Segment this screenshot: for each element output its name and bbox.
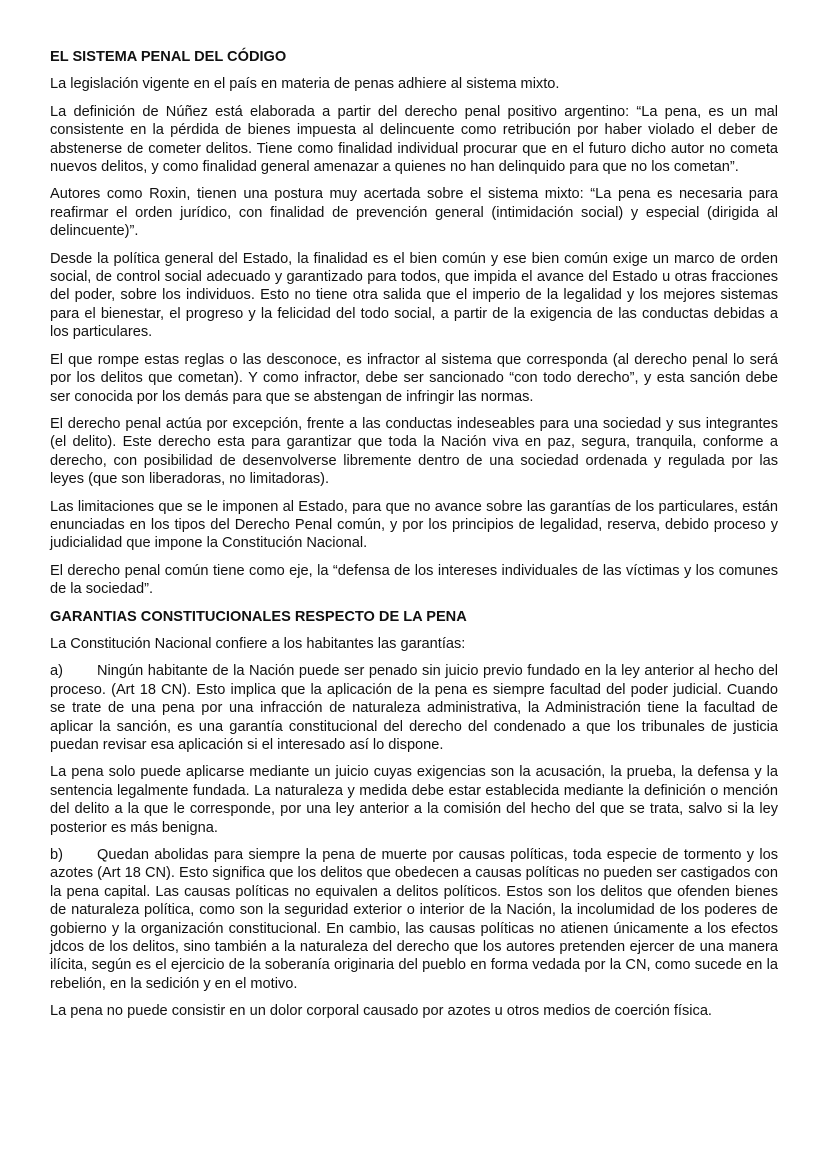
list-item-text: Ningún habitante de la Nación puede ser penado sin juicio previo fundado en la ley anterior al hecho del proceso. (Art 18 CN). Esto implica que la aplicación de la pena es siempre facultad del poder judicial. Cuando se trate de una pena por una infracción de naturaleza administrativa, la Administración tiene la facultad de aplicar la sanción, es una garantía constitucional del derecho del condenado a que los tribunales de justicia puedan revisar esa aplicación si el interesado así lo dispone. [50, 663, 778, 753]
list-item-b [50, 846, 778, 993]
section-heading-garantias: GARANTIAS CONSTITUCIONALES RESPECTO DE LA PENA [50, 608, 467, 625]
list-item-a [50, 662, 778, 754]
paragraph: El derecho penal actúa por excepción, frente a las conductas indeseables para una sociedad y sus integrantes (el delito). Este derecho esta para garantizar que toda la Nación viva en paz, segura, tranquila, conforme a derecho, con posibilidad de desenvolverse libremente dentro de una sociedad ordenada y regulada por las leyes (que son liberadoras, no limitadoras). [50, 415, 778, 488]
closing-paragraph: La pena no puede consistir en un dolor corporal causado por azotes u otros medios de coerción física. [50, 1003, 712, 1020]
section-heading-sistema-penal: EL SISTEMA PENAL DEL CÓDIGO [50, 49, 287, 65]
paragraph: La legislación vigente en el país en materia de penas adhiere al sistema mixto. [50, 76, 560, 93]
list-item-label: a) [50, 663, 63, 680]
paragraph: Las limitaciones que se le imponen al Estado, para que no avance sobre las garantías de los particulares, están enunciadas en los tipos del Derecho Penal común, y por los principios de legalidad, reserva, debido proceso y judicialidad que impone la Constitución Nacional. [50, 498, 778, 552]
paragraph: La definición de Núñez está elaborada a partir del derecho penal positivo argentino: “La pena, es un mal consistente en la pérdida de bienes impuesta al delincuente como retribución por haber violado el deber de abstenerse de cometer delitos. Tiene como finalidad individual procurar que en el futuro dicho autor no cometa nuevos delitos, y como finalidad general amenazar a quienes no han delinquido para que no los cometan”. [50, 103, 778, 176]
list-item-text: Quedan abolidas para siempre la pena de muerte por causas políticas, toda especie de tormento y los azotes (Art 18 CN). Esto significa que los delitos que obedecen a causas políticas no pueden ser castigados con la pena capital. Las causas políticas no equivalen a delitos políticos. Estos son los delitos que ofenden bienes de naturaleza política, como son la seguridad exterior o interior de la Nación, la incolumidad de los poderes de gobierno y la organización constitucional. En cambio, las causas políticas no atienen únicamente a los efectos jdcos de los delitos, sino también a la naturaleza del derecho que los autores pretenden ejercer de una manera ilícita, según es el ejercicio de la soberanía originaria del pueblo en forma vedada por la CN, como sucede en la rebelión, en la sedición y en el motivo. [50, 847, 778, 992]
paragraph: Desde la política general del Estado, la finalidad es el bien común y ese bien común exige un marco de orden social, de control social adecuado y garantizado para todos, que impida el avance del Estado u otras fracciones del poder, sobre los individuos. Esto no tiene otra salida que el imperio de la legalidad y los mejores sistemas para el bienestar, el progreso y la felicidad del todo social, a partir de la exigencia de las conductas debidas a los particulares. [50, 250, 778, 341]
paragraph: La pena solo puede aplicarse mediante un juicio cuyas exigencias son la acusación, la prueba, la defensa y la sentencia legalmente fundada. La naturaleza y medida debe estar establecida mediante la definición o mención del delito a la que le corresponde, por una ley anterior a la comisión del hecho del que se trata, salvo si la ley posterior es más benigna. [50, 764, 778, 836]
list-item-label: b) [50, 847, 63, 864]
intro-paragraph: La Constitución Nacional confiere a los habitantes las garantías: [50, 635, 466, 652]
paragraph: El que rompe estas reglas o las desconoce, es infractor al sistema que corresponda (al derecho penal lo será por los delitos que cometan). Y como infractor, debe ser sancionado “con todo derecho”, y esta sanción debe ser conocida por los demás para que se abstengan de infringir las normas. [50, 351, 778, 405]
paragraph: El derecho penal común tiene como eje, la “defensa de los intereses individuales de las víctimas y los comunes de la sociedad”. [50, 562, 778, 598]
paragraph: Autores como Roxin, tienen una postura muy acertada sobre el sistema mixto: “La pena es necesaria para reafirmar el orden jurídico, con finalidad de prevención general (intimidación social) y especial (dirigida al delincuente)”. [50, 186, 778, 240]
